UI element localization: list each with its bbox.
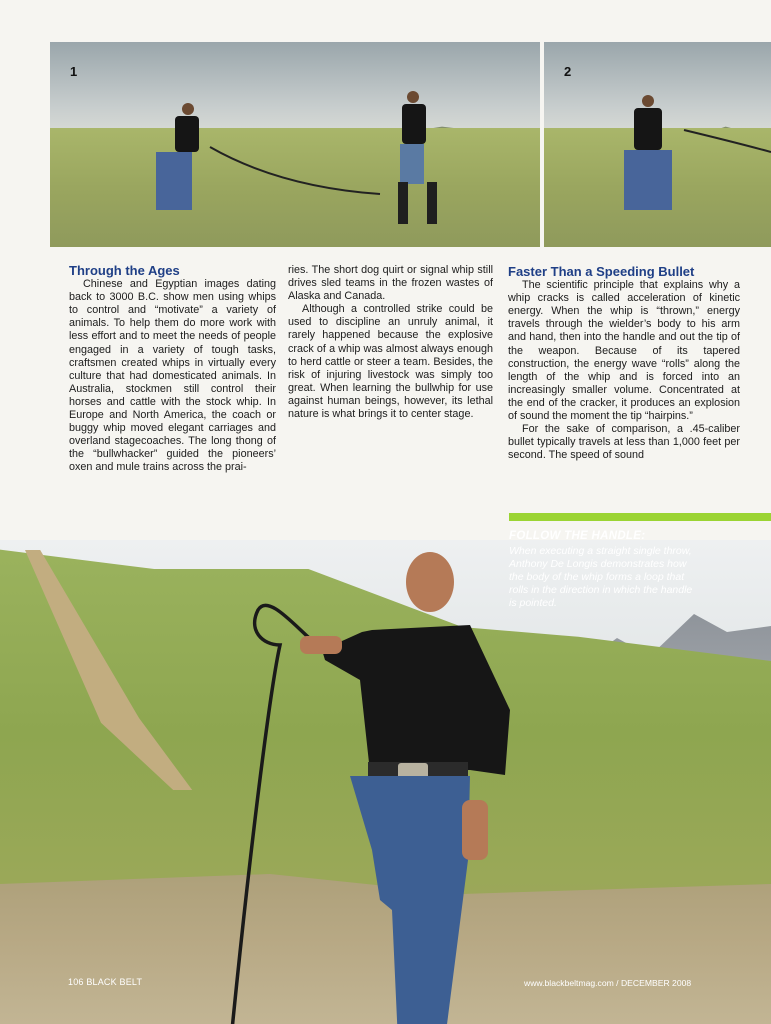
page-folio: 106 BLACK BELT (68, 977, 143, 987)
photo-2 (544, 42, 771, 247)
accent-rule (509, 513, 771, 521)
paragraph: Chinese and Egyptian images dating back to 3000 B.C. show men using whips to control and “motivate” a variety of animals. To help them do more work with less effort and to meet the needs of people engaged in a variety of tough tasks, craftsmen created whips in virtually every culture that had domesticated animals. In Australia, stockmen still control their horses and cattle with the stock whip. In Europe and North America, the coach or buggy whip moved elegant carriages and overland stagecoaches. The long thong of the “bullwhacker” guided the pioneers’ oxen and mule trains across the prai- (69, 278, 276, 474)
site-date-footer: www.blackbeltmag.com / DECEMBER 2008 (524, 978, 692, 988)
column-3 (508, 265, 740, 462)
paragraph: ries. The short dog quirt or signal whip still drives sled teams in the frozen wastes of Alaska and Canada. (288, 264, 493, 303)
section-heading-through-the-ages: Through the Ages (69, 263, 180, 278)
column-2 (288, 264, 493, 421)
column-1 (69, 264, 276, 475)
paragraph: The scientific principle that explains why a whip cracks is called acceleration of kinetic energy. When the whip is “thrown,” energy travels through the wielder’s body to his arm and hand, then into the handle and out the tip of the weapon. Because of its tapered construction, the energy wave “rolls” along the length of the whip and is forced into an increasingly smaller volume. Concentrated at the end of the cracker, it produces an explosion of sound the moment the tip “hairpins.” (508, 279, 740, 423)
paragraph: For the sake of comparison, a .45-caliber bullet typically travels at less than 1,000 feet per second. The speed of sound (508, 423, 740, 462)
whip-practitioner-figure (544, 42, 771, 247)
caption-text: When executing a straight single throw, Anthony De Longis demonstrates how the body of the whip forms a loop that rolls in the direction in which the handle is pointed. (509, 545, 693, 609)
caption-title: FOLLOW THE HANDLE: (509, 530, 646, 542)
photo-number: 2 (564, 64, 572, 79)
main-photo (0, 540, 771, 1024)
man-with-whip-figure (0, 540, 771, 1024)
paragraph: Although a controlled strike could be used to discipline an unruly animal, it rarely happened because the explosive crack of a whip was almost always enough to herd cattle or steer a team. Besides, the risk of injuring livestock was simply too great. When learning the bullwhip for use against human beings, however, its lethal nature is what brings it to center stage. (288, 303, 493, 421)
photo-1 (50, 42, 540, 247)
section-heading-faster-than-bullet: Faster Than a Speeding Bullet (508, 264, 695, 279)
whip-practitioners-figure (50, 42, 540, 247)
photo-number: 1 (70, 64, 78, 79)
